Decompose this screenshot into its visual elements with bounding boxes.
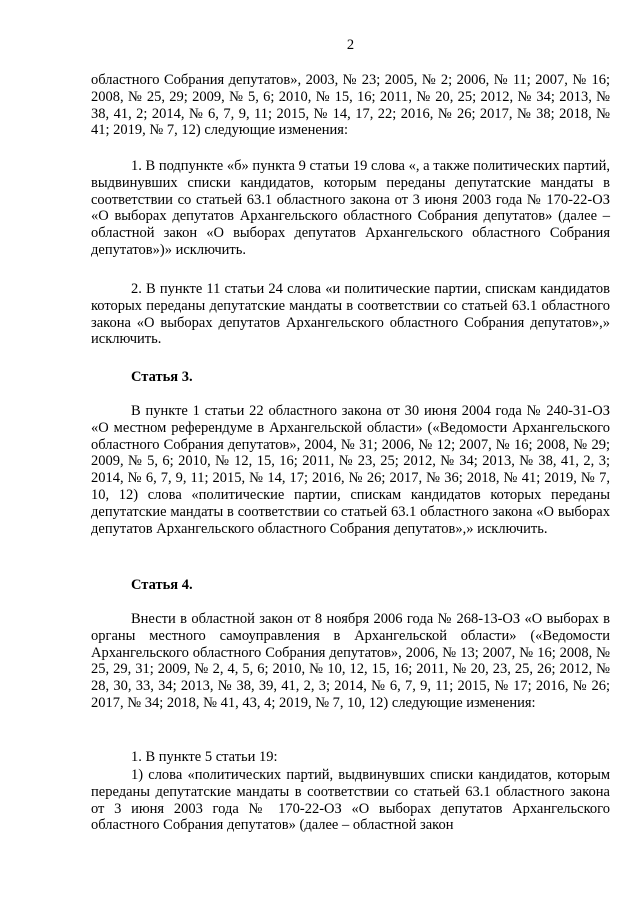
article-3-text: В пункте 1 статьи 22 областного закона от 30 июня 2004 года № 240-31-ОЗ «О местном референдуме в Архангельской области» («Ведомости Архангельского областного Собрания депутатов», 2004, № 31; 2006, № 12; 2007, № 16; 2008, № 29; 2009, № 5, 6; 2010, № 12, 15, 16; 2011, № 23, 25; 2012, № 34; 2013, № 38, 41, 2, 3; 2014, № 6, 7, 9, 11; 2015, № 14, 17; 2016, № 26; 2017, № 36; 2018, № 41; 2019, № 7, 10, 12) слова «политические партии, спискам кандидатов которых переданы депутатские мандаты в соответствии со статьей 63.1 областного закона «О выборах депутатов Архангельского областного Собрания депутатов»,» исключить. — [91, 403, 610, 537]
intro-paragraph: областного Собрания депутатов», 2003, № 23; 2005, № 2; 2006, № 11; 2007, № 16; 2008, № 25, 29; 2009, № 5, 6; 2010, № 15, 16; 2011, № 20, 25; 2012, № 34; 2013, № 38, 41, 2; 2014, № 6, 7, 9, 11; 2015, № 14, 17, 22; 2016, № 26; 2017, № 38; 2018, № 41; 2019, № 7, 12) следующие изменения: — [91, 72, 610, 139]
item-1: 1. В пункте 5 статьи 19: — [131, 749, 278, 765]
article-3-heading: Статья 3. — [131, 369, 193, 385]
page-number: 2 — [346, 37, 355, 53]
article-4-text: Внести в областной закон от 8 ноября 2006 года № 268-13-ОЗ «О выборах в органы местного самоуправления в Архангельской области» («Ведомости Архангельского областного Собрания депутатов», 2006, № 13; 2007, № 16; 2008, № 25, 29, 31; 2009, № 2, 4, 5, 6; 2010, № 10, 12, 15, 16; 2011, № 20, 23, 25, 26; 2012, № 28, 30, 33, 34; 2013, № 38, 39, 41, 2, 3; 2014, № 6, 7, 9, 11; 2015, № 17; 2016, № 26; 2017, № 34; 2018, № 41, 43, 4; 2019, № 7, 10, 12) следующие изменения: — [91, 611, 610, 711]
paragraph-2: 2. В пункте 11 статьи 24 слова «и политические партии, спискам кандидатов которых переданы депутатские мандаты в соответствии со статьей 63.1 областного закона «О выборах депутатов Архангельского областного Собрания депутатов»,» исключить. — [91, 281, 610, 348]
paragraph-1: 1. В подпункте «б» пункта 9 статьи 19 слова «, а также политических партий, выдвинувших списки кандидатов, которым переданы депутатские мандаты в соответствии со статьей 63.1 областного закона от 3 июня 2003 года № 170-22-ОЗ «О выборах депутатов Архангельского областного Собрания депутатов» (далее – областной закон «О выборах депутатов Архангельского областного Собрания депутатов»)» исключить. — [91, 158, 610, 258]
item-1-subitem-1: 1) слова «политических партий, выдвинувших списки кандидатов, которым переданы депутатские мандаты в соответствии со статьей 63.1 областного закона от 3 июня 2003 года № 170-22-ОЗ «О выборах депутатов Архангельского областного Собрания депутатов» (далее – областной закон — [91, 767, 610, 834]
article-4-heading: Статья 4. — [131, 577, 193, 593]
